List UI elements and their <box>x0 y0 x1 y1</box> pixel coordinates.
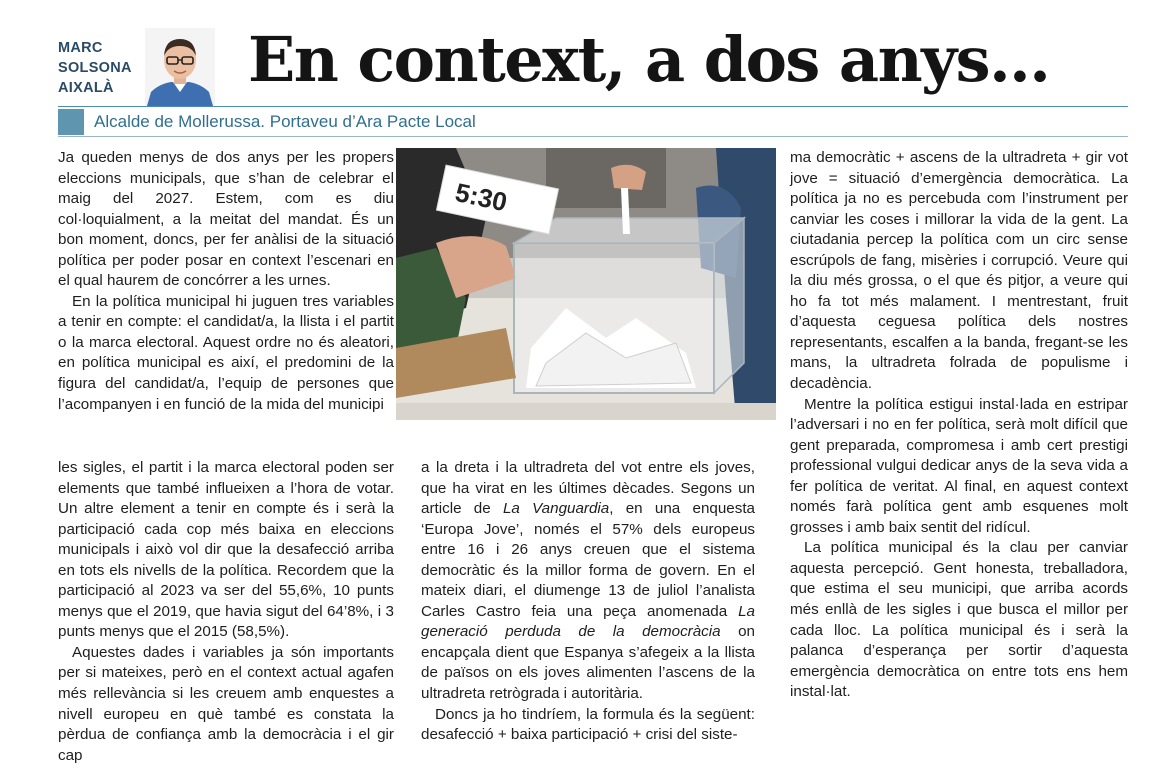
article-headline: En context, a dos anys... <box>248 23 1050 96</box>
author-byline <box>58 38 132 98</box>
author-subtitle: Alcalde de Mollerussa. Portaveu d’Ara Pacte Local <box>94 112 476 131</box>
paragraph: Ja queden menys de dos anys per les propers eleccions municipals, que s’han de celebrar el maig del 2027. Estem, com es diu col·loquialment, a la meitat del mandat. És un bon moment, doncs, per fer anàlisi de la situació política per poder posar en context l’escenari en el qual haurem de concórrer a les urnes. <box>58 149 394 290</box>
text-run: a la dreta i la ultradreta del vot entre els joves, que ha virat en les últimes dècades. Segons un article de <box>421 459 755 518</box>
paragraph: Aquestes dades i variables ja són importants per si mateixes, però en el context actual agafen més rellevància si les creuem amb enquestes a nivell europeu en què també es constata la pèrdua de confiança amb la democràcia i el gir cap <box>58 643 394 764</box>
author-name-line: SOLSONA <box>58 60 132 76</box>
header-rule <box>58 106 1128 107</box>
publication-name: La Vanguardia <box>502 500 610 518</box>
paragraph: ma democràtic + ascens de la ultradreta + gir vot jove = situació d’emergència democràtica. La política ja no es percebuda com l’instrument per canviar les coses i millorar la vida de la gent. La ciutadania percep la política com un circ sense escrúpols de fang, misèries i corrupció. Veure qui la diu més grossa, o el que és pitjor, a veure qui ho fa tot més malament. I mentrestant, fruit d’aquesta ceguesa política dels nostres representants, escalfen a la banda, fregant-se les mans, la ultradreta folrada de populisme i decadència. <box>790 149 1128 393</box>
author-name-line: MARC <box>58 40 103 56</box>
text-run: , en una enquesta ‘Europa Jove’, només el 57% dels europeus entre 16 i 26 anys creuen que el sistema democràtic és la millor forma de govern. En el mateix diari, el diumenge 13 de juliol l’analista Carles Castro feia una peça anomenada <box>421 500 755 620</box>
author-portrait-icon <box>145 28 215 106</box>
article-column-1-bottom <box>58 458 394 766</box>
paragraph: Mentre la política estigui instal·lada en estripar l’adversari i no en fer política, serà molt difícil que gent preparada, compromesa i amb cert prestigi professional vulgui dedicar anys de la seva vida a fer política de veritat. Al final, en aquest context només farà política gent amb esquenes molt grosses i amb baix sentit del ridícul. <box>790 395 1128 536</box>
subtitle-marker <box>58 109 84 135</box>
article-column-1-top <box>58 148 394 415</box>
paragraph: Doncs ja ho tindríem, la formula és la següent: desafecció + baixa participació + crisi del siste- <box>421 705 755 744</box>
article-title-quote: La generació perduda de la democràcia <box>421 602 755 641</box>
article-column-2 <box>421 458 755 746</box>
text-run: on encapçala dient que Espanya s’afegeix a la llista de països on els joves alimenten l’ascens de la ultradreta retrògrada i autoritària. <box>421 623 755 703</box>
author-name-line: AIXALÀ <box>58 80 114 96</box>
subtitle-rule <box>58 136 1128 137</box>
ballot-label: 5:30 <box>452 177 510 218</box>
author-avatar <box>145 28 215 106</box>
paragraph: les sigles, el partit i la marca electoral poden ser elements que també influeixen a l’hora de votar. Un altre element a tenir en compte és i serà la participació cada cop més baixa en eleccions municipals i això vol dir que la desafecció arriba en tots els nivells de la política. Recordem que la participació al 2023 va ser del 55,6%, 10 punts menys que el 2019, que havia sigut del 64’8%, i 3 punts menys que el 2015 (58,5%). <box>58 459 394 641</box>
paragraph <box>421 458 755 705</box>
article-column-3 <box>790 148 1128 703</box>
article-photo <box>396 148 776 420</box>
paragraph: En la política municipal hi juguen tres variables a tenir en compte: el candidat/a, la llista i el partit o la marca electoral. Aquest ordre no és aleatori, en política municipal es així, el predomini de la figura del candidat/a, l’equip de persones que l’acompanyen i en funció de la mida del municipi <box>58 292 394 413</box>
ballot-box-photo-icon <box>396 148 776 420</box>
paragraph: La política municipal és la clau per canviar aquesta percepció. Gent honesta, treballadora, que estima el seu municipi, que arriba acords més enllà de les sigles i que busca el millor per cada lloc. La política municipal és i serà la palanca d’esperança per sortir d’aquesta emergència democràtica on entre tots ens hem instal·lat. <box>790 539 1128 701</box>
